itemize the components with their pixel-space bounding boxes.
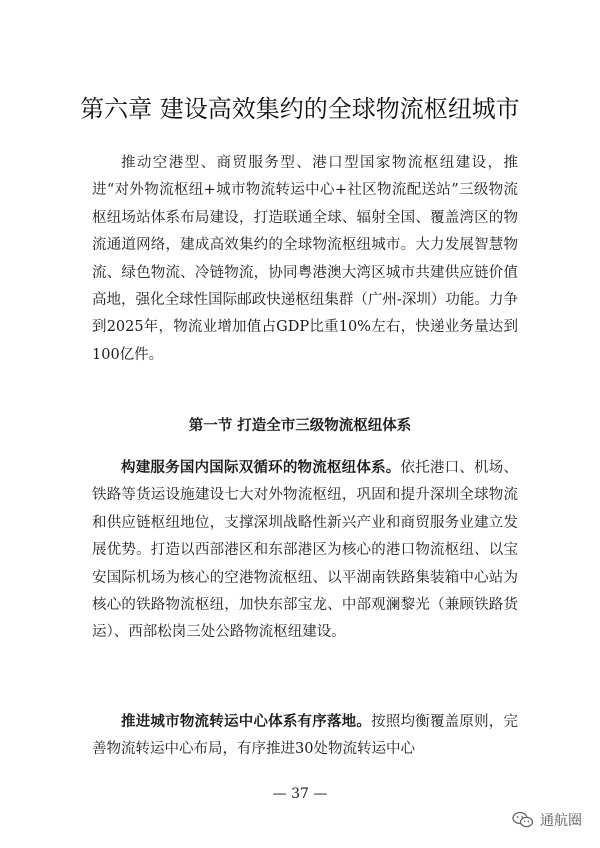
- page-number: — 37 —: [272, 786, 328, 802]
- chapter-title: 第六章 建设高效集约的全球物流枢纽城市: [80, 95, 520, 123]
- wechat-icon: [512, 811, 534, 829]
- paragraph-text: 按照均衡覆盖原则，完善物流转运中心布局，有序推进30处物流转运中心: [92, 714, 519, 758]
- paragraph-hub-system: [92, 454, 518, 647]
- intro-paragraph: 推动空港型、商贸服务型、港口型国家物流枢纽建设，推进“对外物流枢纽+城市物流转运中心+社区物流配送站”三级物流枢纽场站体系布局建设，打造联通全球、辐射全国、覆盖湾区的物流通道网络，建成高效集约的全球物流枢纽城市。大力发展智慧物流、绿色物流、冷链物流，协同粤港澳大湾区城市共建供应链价值高地，强化全球性国际邮政快递枢纽集群（广州-深圳）功能。力争到2025年，物流业增加值占GDP比重10%左右，快递业务量达到100亿件。: [92, 155, 518, 363]
- paragraph-lead: 推进城市物流转运中心体系有序落地。: [121, 713, 372, 730]
- watermark-text: 通航圈: [540, 813, 582, 829]
- watermark: [512, 808, 582, 832]
- section-title: 第一节 打造全市三级物流枢纽体系: [188, 417, 412, 434]
- paragraph-text: 依托港口、机场、铁路等货运设施建设七大对外物流枢纽，巩固和提升深圳全球物流和供应链枢纽地位，支撑深圳战略性新兴产业和商贸服务业建立发展优势。打造以西部港区和东部港区为核心的港口物流枢纽、以宝安国际机场为核心的空港物流枢纽、以平湖南铁路集装箱中心站为核心的铁路物流枢纽，加快东部宝龙、中部观澜黎光（兼顾铁路货运）、西部松岗三处公路物流枢纽建设。: [92, 460, 519, 641]
- paragraph-lead: 构建服务国内国际双循环的物流枢纽体系。: [121, 459, 401, 476]
- paragraph-transfer-centers: [92, 708, 518, 764]
